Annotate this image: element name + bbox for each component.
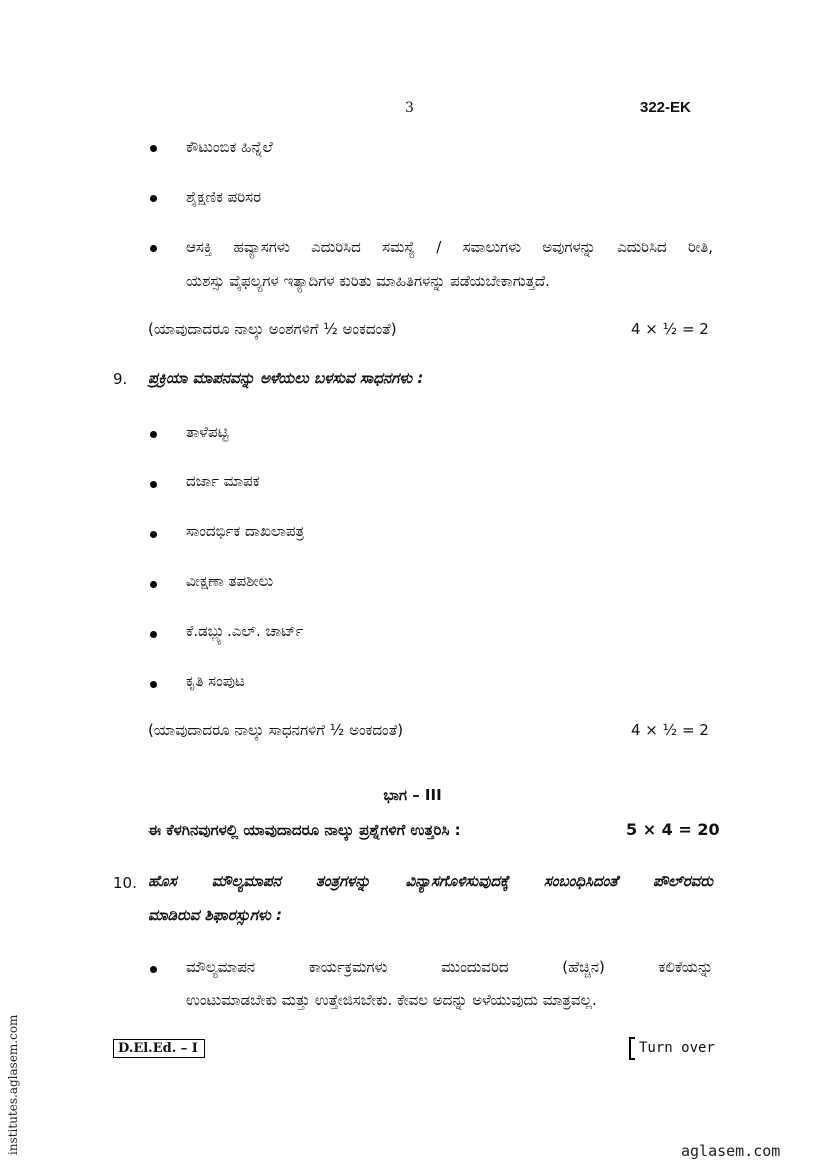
list-item: ಕೃತಿ ಸಂಪುಟ xyxy=(186,672,245,690)
section-marks: 5 × 4 = 20 xyxy=(626,820,720,839)
bullet-icon xyxy=(150,531,157,538)
list-item: ಆಸಕ್ತಿ ಹವ್ಯಾಸಗಳು ಎದುರಿಸಿದ ಸಮಸ್ಯೆ / ಸವಾಲುಗಳು ಅವುಗಳನ್ನು ಎದುರಿಸಿದ ರೀತಿ, xyxy=(186,238,713,256)
bullet-icon xyxy=(150,631,157,638)
list-item: ತಾಳೆಪಟ್ಟಿ xyxy=(186,423,229,441)
question-heading: ಹೊಸ ಮೌಲ್ಯಮಾಪನ ತಂತ್ರಗಳನ್ನು ವಿನ್ಯಾಸಗೊಳಿಸುವುದಕ್ಕೆ ಸಂಬಂಧಿಸಿದಂತೆ ಪೌಲ್‌ರವರು xyxy=(148,872,713,890)
bullet-icon xyxy=(150,195,157,202)
bottom-watermark: aglasem.com xyxy=(681,1142,781,1160)
paper-code: 322-EK xyxy=(640,99,691,116)
bullet-icon xyxy=(150,431,157,438)
bullet-icon xyxy=(150,145,157,152)
section-title: ಭಾಗ – III xyxy=(383,786,442,804)
bullet-icon xyxy=(150,581,157,588)
list-item: ವೀಕ್ಷಣಾ ತಪಶೀಲು xyxy=(186,572,274,590)
marks-allocation: 4 × ½ = 2 xyxy=(631,721,709,739)
question-heading: ಪ್ರಕ್ರಿಯಾ ಮಾಪನವನ್ನು ಅಳೆಯಲು ಬಳಸುವ ಸಾಧನಗಳು : xyxy=(148,369,424,387)
question-number: 10. xyxy=(113,874,137,892)
course-code-box: D.El.Ed. – I xyxy=(113,1039,205,1058)
bullet-icon xyxy=(150,681,157,688)
bullet-icon xyxy=(150,481,157,488)
turn-over-label: Turn over xyxy=(639,1040,715,1056)
list-item: ಮೌಲ್ಯಮಾಪನ ಕಾರ್ಯಕ್ರಮಗಳು ಮುಂದುವರಿದ (ಹೆಚ್ಚಿನ) ಕಲಿಕೆಯನ್ನು xyxy=(186,958,713,976)
marks-note: (ಯಾವುದಾದರೂ ನಾಲ್ಕು ಅಂಶಗಳಿಗೆ ½ ಅಂಕದಂತೆ) xyxy=(148,320,397,338)
section-instruction: ಈ ಕೆಳಗಿನವುಗಳಲ್ಲಿ ಯಾವುದಾದರೂ ನಾಲ್ಕು ಪ್ರಶ್ನೆಗಳಿಗೆ ಉತ್ತರಿಸಿ : xyxy=(148,821,461,839)
list-item-continuation: ಯಶಸ್ಸು ವೈಫಲ್ಯಗಳ ಇತ್ಯಾದಿಗಳ ಕುರಿತು ಮಾಹಿತಿಗಳನ್ನು ಪಡೆಯಬೇಕಾಗುತ್ತದೆ. xyxy=(186,272,550,290)
list-item-continuation: ಉಂಟುಮಾಡಬೇಕು ಮತ್ತು ಉತ್ತೇಜಿಸಬೇಕು. ಕೇವಲ ಅದನ್ನು ಅಳೆಯುವುದು ಮಾತ್ರವಲ್ಲ. xyxy=(186,991,597,1009)
list-item: ಸಾಂದರ್ಭಿಕ ದಾಖಲಾಪತ್ರ xyxy=(186,522,305,540)
list-item: ದರ್ಜಾ ಮಾಪಕ xyxy=(186,472,260,490)
bullet-icon xyxy=(150,245,157,252)
question-number: 9. xyxy=(113,370,128,388)
side-watermark: institutes.aglasem.com xyxy=(6,1014,20,1155)
question-heading-continuation: ಮಾಡಿರುವ ಶಿಫಾರಸ್ಸುಗಳು : xyxy=(148,906,283,924)
list-item: ಶೈಕ್ಷಣಿಕ ಪರಿಸರ xyxy=(186,188,262,206)
page-number: 3 xyxy=(405,100,414,116)
list-item: ಕೌಟುಂಬಿಕ ಹಿನ್ನೆಲೆ xyxy=(186,138,273,156)
marks-note: (ಯಾವುದಾದರೂ ನಾಲ್ಕು ಸಾಧನಗಳಿಗೆ ½ ಅಂಕದಂತೆ) xyxy=(148,721,404,739)
bracket-icon xyxy=(629,1037,635,1060)
list-item: ಕೆ.ಡಬ್ಲ್ಯು.ಎಲ್. ಚಾರ್ಟ್ xyxy=(186,622,304,640)
marks-allocation: 4 × ½ = 2 xyxy=(631,320,709,338)
bullet-icon xyxy=(150,966,157,973)
